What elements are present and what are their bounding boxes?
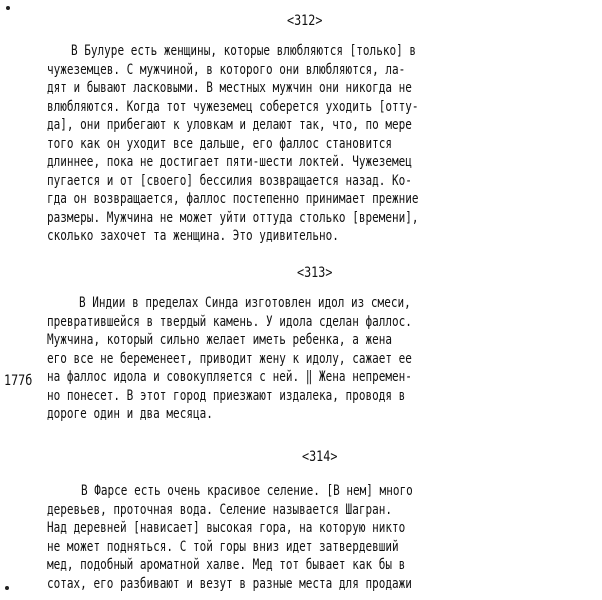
text-line: гда он возвращается, фаллос постепенно принимает прежние [47,191,419,207]
section-heading-313: <313> [297,265,333,281]
text-line: длиннее, пока не достигает пяти-шести локтей. Чужеземец [47,154,412,170]
text-line: В Индии в пределах Синда изготовлен идол из смеси, [79,295,411,311]
text-line: сотах, его разбивают и везут в разные места для продажи [47,575,412,592]
text-line: деревьев, проточная вода. Селение называется Шагран. [47,501,393,518]
margin-folio-note: 177б [4,373,33,389]
scan-speck [5,586,9,590]
text-line: дят и бывают ласковыми. В местных мужчин они никогда не [47,80,412,96]
text-line: Над деревней [нависает] высокая гора, на которую никто [47,520,406,536]
text-line: Мужчина, который сильно желает иметь ребенка, а жена [47,332,393,348]
text-line: размеры. Мужчина не может уйти оттуда столько [времени], [47,209,419,226]
text-line: В Булуре есть женщины, которые влюбляются [только] в [71,43,417,59]
text-line: превратившейся в твердый камень. У идола сделан фаллос. [47,313,412,330]
text-line: того как он уходит все дальше, его фаллос становится [47,135,393,152]
paragraph-313 [47,294,527,424]
scan-speck [6,6,10,10]
text-line: но понесет. В этот город приезжают издалека, проводя в [47,387,406,404]
paragraph-312 [47,42,536,246]
text-line: чужеземцев. С мужчиной, в которого они влюбляются, ла- [47,61,406,78]
section-heading-312: <312> [287,13,323,29]
text-line: дороге один и два месяца. [47,406,213,422]
text-line: В Фарсе есть очень красивое селение. [В нем] много [81,483,413,499]
text-line: пугается и от [своего] бессилия возвращается назад. Ко- [47,172,412,189]
text-line: сколько захочет та женщина. Это удивительно. [47,228,339,244]
section-heading-314: <314> [302,449,338,465]
text-line: влюбляются. Когда тот чужеземец соберется уходить [отту- [47,98,419,115]
text-line: мед, подобный ароматной халве. Мед тот бывает как бы в [47,557,406,573]
text-line: на фаллос идола и совокупляется с ней. ‖ Жена непремен- [47,369,412,385]
paragraph-314 [47,482,527,593]
text-line: не может подняться. С той горы вниз идет затвердевший [47,538,399,555]
text-line: его все не беременеет, приводит жену к идолу, сажает ее [47,350,412,367]
text-line: да], они прибегают к уловкам и делают так, что, по мере [47,117,412,133]
